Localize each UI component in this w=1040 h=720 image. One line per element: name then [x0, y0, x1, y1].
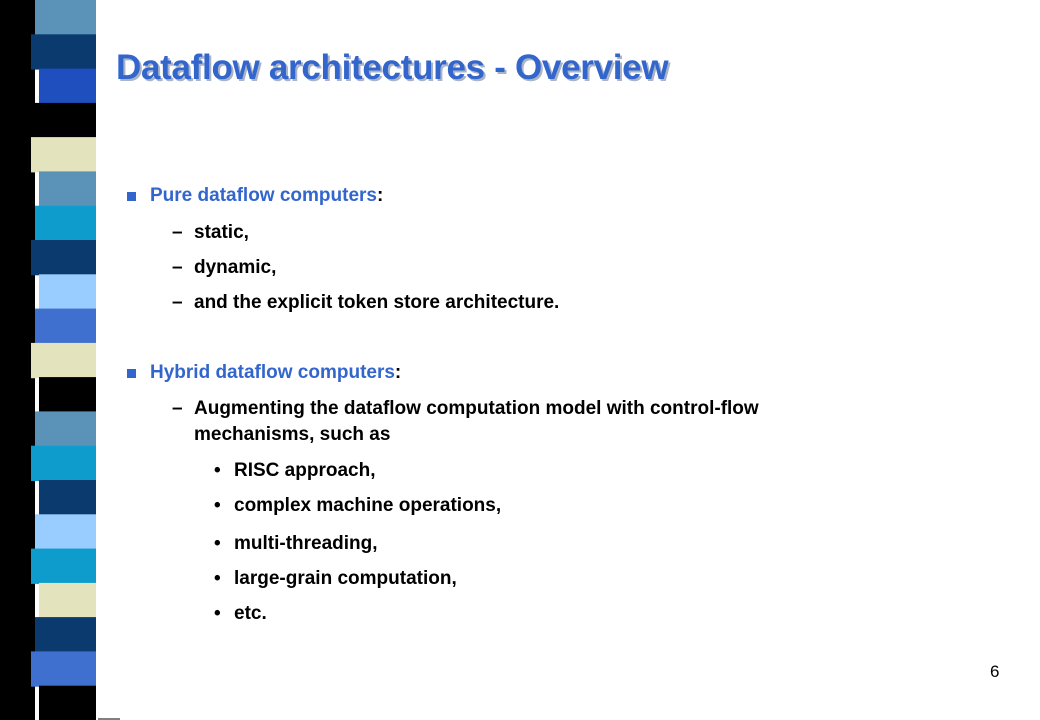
stripe-block [39, 377, 96, 412]
pure-heading-text: Pure dataflow computers [150, 185, 377, 206]
square-bullet-icon [127, 192, 136, 201]
dot-bullet-icon: • [214, 603, 221, 624]
hybrid-bullet-multithreading: multi-threading, [234, 533, 378, 554]
stripe-block [35, 309, 96, 344]
stripe-block [35, 617, 96, 652]
hybrid-bullet-risc: RISC approach, [234, 460, 376, 481]
stripe-block [31, 651, 96, 686]
stripe-block [39, 171, 96, 206]
stripe-block [31, 240, 96, 275]
pure-item-static: static, [194, 222, 249, 243]
pure-item-ets: and the explicit token store architecture. [194, 292, 560, 313]
stripe-block [35, 206, 96, 241]
hybrid-bullet-complex-ops: complex machine operations, [234, 495, 502, 516]
dot-bullet-icon: • [214, 495, 221, 516]
page-number: 6 [990, 662, 1000, 681]
stripe-block [39, 274, 96, 309]
pure-item-dynamic: dynamic, [194, 257, 277, 278]
dash-bullet-icon: – [172, 257, 183, 278]
stripe-block [39, 69, 96, 104]
hybrid-intro-line-2: mechanisms, such as [194, 424, 391, 445]
decorative-side-stripe [0, 0, 120, 720]
pure-dataflow-heading [150, 185, 383, 207]
dash-bullet-icon: – [172, 292, 183, 313]
hybrid-heading-colon: : [394, 362, 402, 383]
stripe-block [35, 411, 96, 446]
dash-bullet-icon: – [172, 222, 183, 243]
pure-heading-colon: : [377, 185, 384, 206]
stripe-block [39, 583, 96, 618]
stripe-block [39, 686, 96, 720]
dot-bullet-icon: • [214, 533, 221, 554]
stripe-block [31, 549, 96, 584]
dot-bullet-icon: • [214, 460, 221, 481]
hybrid-dataflow-heading [150, 362, 401, 384]
hybrid-bullet-large-grain: large-grain computation, [234, 568, 457, 589]
stripe-block [35, 0, 96, 35]
stripe-block [35, 514, 96, 549]
stripe-block [31, 34, 96, 69]
stripe-block [39, 480, 96, 515]
stripe-block [31, 137, 96, 172]
stripe-block [31, 446, 96, 481]
slide-title: Dataflow architectures - Overview [116, 48, 669, 87]
stripe-block [31, 343, 96, 378]
square-bullet-icon [127, 369, 136, 378]
hybrid-heading-text: Hybrid dataflow computers [150, 362, 395, 383]
dot-bullet-icon: • [214, 568, 221, 589]
stripe-block [35, 103, 96, 138]
hybrid-bullet-etc: etc. [234, 603, 267, 624]
dash-bullet-icon: – [172, 398, 183, 419]
hybrid-intro-line-1: Augmenting the dataflow computation model with control-flow [194, 398, 759, 419]
